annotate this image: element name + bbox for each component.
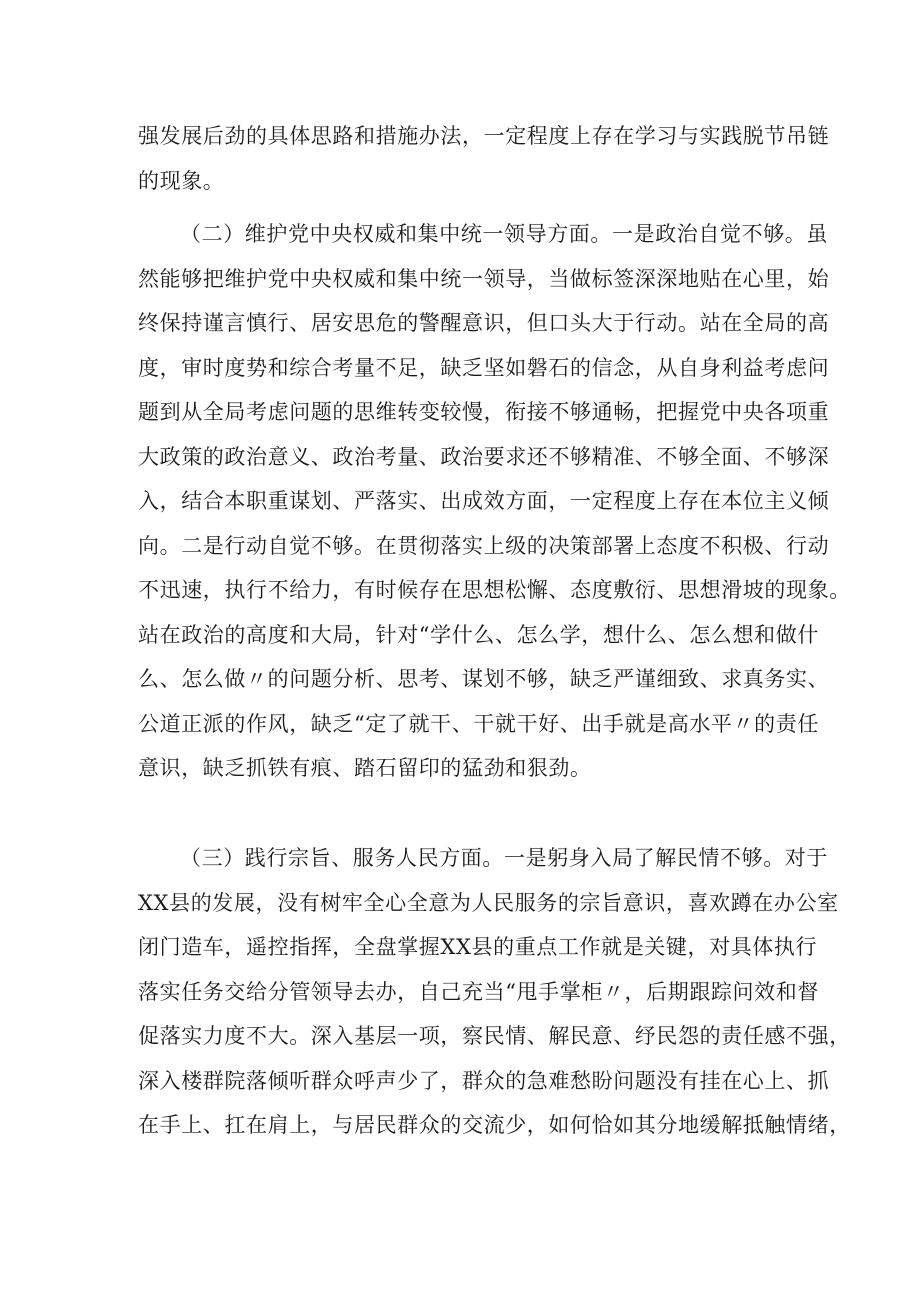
text-line: 促落实力度不大。深入基层一项，察民情、解民意、纾民怨的责任感不强， <box>138 1024 851 1048</box>
text-line: 落实任务交给分管领导去办，自己充当“甩手掌柜〃，后期跟踪问效和督 <box>138 979 819 1004</box>
text-line: 站在政治的高度和大局，针对“学什么、怎么学，想什么、怎么想和做什 <box>138 622 819 647</box>
text-line: 强发展后劲的具体思路和措施办法，一定程度上存在学习与实践脱节吊链 <box>138 124 830 148</box>
paragraph-serve-people <box>138 836 851 1148</box>
paragraph-party-central-authority <box>138 212 851 791</box>
text-line: 入，结合本职重谋划、严落实、出成效方面，一定程度上存在本位主义倾 <box>138 489 830 513</box>
text-line: 大政策的政治意义、政治考量、政治要求还不够精准、不够全面、不够深 <box>138 444 830 469</box>
text-line: 的现象。 <box>138 168 225 193</box>
text-line: 不迅速，执行不给力，有时候存在思想松懈、态度敷衍、思想滑坡的现象。 <box>138 578 851 602</box>
text-line: 意识，缺乏抓铁有痕、踏石留印的猛劲和狠劲。 <box>138 756 592 780</box>
text-line: 题到从全局考虑问题的思维转变较慢，衔接不够通畅，把握党中央各项重 <box>138 400 830 424</box>
text-line: （二）维护党中央权威和集中统一领导方面。一是政治自觉不够。虽 <box>180 222 828 246</box>
text-line: 向。二是行动自觉不够。在贯彻落实上级的决策部署上态度不积极、行动 <box>138 533 830 558</box>
text-line: 度，审时度势和综合考量不足，缺乏坚如磐石的信念，从自身利益考虑问 <box>138 355 830 380</box>
text-line: 么、怎么做〃的问题分析、思考、谋划不够，缺乏严谨细致、求真务实、 <box>138 667 830 691</box>
text-line: （三）践行宗旨、服务人民方面。一是躬身入局了解民情不够。对于 <box>180 846 828 870</box>
text-line: 公道正派的作风，缺乏“定了就干、干就干好、出手就是高水平〃的责任 <box>138 711 819 736</box>
text-line: 然能够把维护党中央权威和集中统一领导，当做标签深深地贴在心里，始 <box>138 266 830 291</box>
text-line: 在手上、扛在肩上，与居民群众的交流少，如何恰如其分地缓解抵触情绪， <box>138 1113 851 1137</box>
text-line: 终保持谨言慎行、居安思危的警醒意识，但口头大于行动。站在全局的高 <box>138 311 830 335</box>
paragraph-continuation <box>138 114 830 203</box>
text-line: 闭门造车，遥控指挥，全盘掌握XX县的重点工作就是关键，对具体执行 <box>138 935 818 959</box>
text-line: 深入楼群院落倾听群众呼声少了，群众的急难愁盼问题没有挂在心上、抓 <box>138 1068 830 1093</box>
text-line: XX县的发展，没有树牢全心全意为人民服务的宗旨意识，喜欢蹲在办公室 <box>138 890 839 915</box>
